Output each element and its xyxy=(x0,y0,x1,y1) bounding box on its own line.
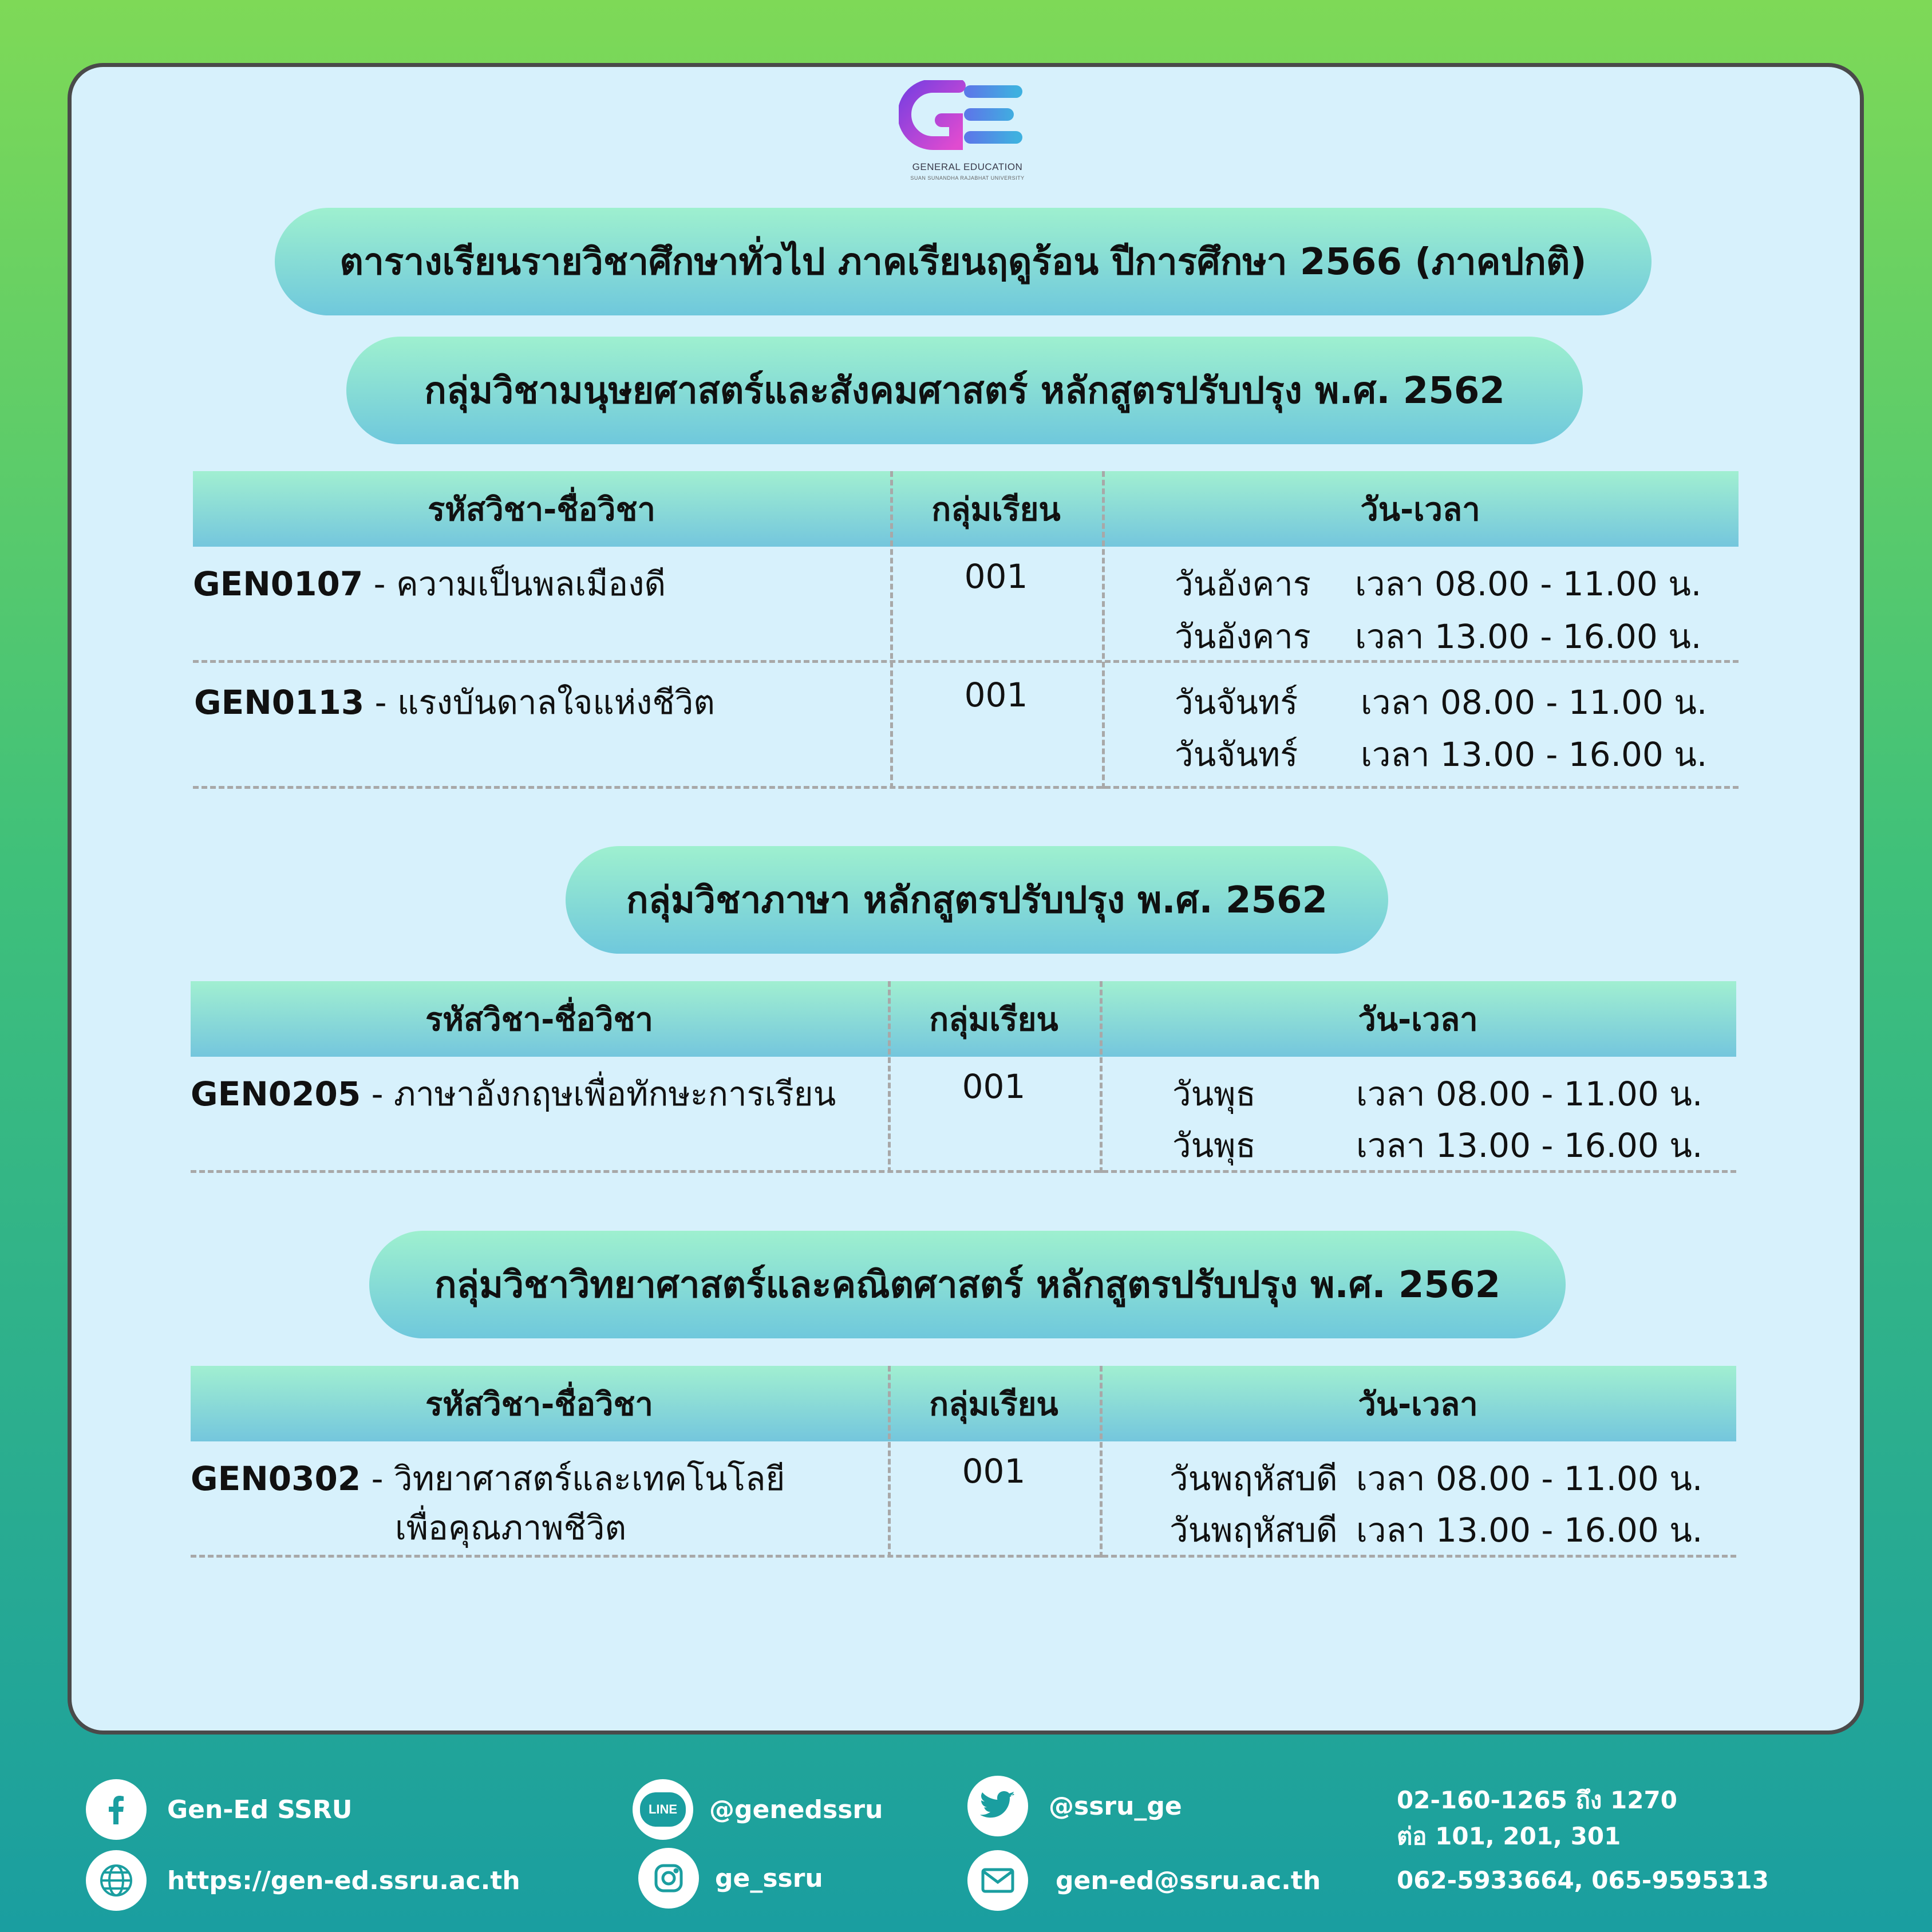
time-cell: เวลา 08.00 - 11.00 น. xyxy=(1356,1459,1703,1498)
footer-website[interactable] xyxy=(86,1850,520,1911)
course-name: - แรงบันดาลใจแห่งชีวิต xyxy=(374,683,715,722)
phone-line-2: ต่อ 101, 201, 301 xyxy=(1397,1822,1621,1850)
course-code: GEN0205 xyxy=(191,1074,361,1113)
group-title-banner xyxy=(566,846,1388,954)
footer-line[interactable] xyxy=(633,1779,883,1840)
course-cell xyxy=(193,557,666,610)
column-divider xyxy=(1100,1366,1103,1558)
day-cell: วันพุธ xyxy=(1172,1074,1256,1113)
instagram-label: ge_ssru xyxy=(715,1863,823,1893)
day-cell: วันพฤหัสบดี xyxy=(1170,1511,1338,1550)
footer-facebook[interactable] xyxy=(86,1779,352,1840)
logo-text-general-education: GENERAL EDUCATION xyxy=(912,161,1023,172)
schedule-table xyxy=(191,981,1736,1173)
instagram-icon xyxy=(638,1848,699,1909)
line-icon xyxy=(633,1779,693,1840)
row-divider xyxy=(193,786,1739,789)
twitter-icon xyxy=(967,1776,1028,1836)
logo-text-university: SUAN SUNANDHA RAJABHAT UNIVERSITY xyxy=(910,175,1025,181)
time-cell: เวลา 08.00 - 11.00 น. xyxy=(1361,683,1708,722)
group-title: กลุ่มวิชามนุษยศาสตร์และสังคมศาสตร์ หลักสูตรปรับปรุง พ.ศ. 2562 xyxy=(424,370,1505,412)
course-name: - ภาษาอังกฤษเพื่อทักษะการเรียน xyxy=(371,1074,836,1113)
email-label: gen-ed@ssru.ac.th xyxy=(1056,1866,1321,1895)
column-divider xyxy=(890,471,893,789)
main-title-banner xyxy=(275,208,1652,315)
day-cell: วันพฤหัสบดี xyxy=(1170,1459,1338,1498)
group-title-banner xyxy=(369,1231,1566,1338)
mail-icon xyxy=(967,1850,1028,1911)
schedule-table xyxy=(193,471,1739,789)
group-title: กลุ่มวิชาภาษา หลักสูตรปรับปรุง พ.ศ. 2562 xyxy=(626,879,1328,922)
day-cell: วันพุธ xyxy=(1172,1126,1256,1165)
column-divider xyxy=(1102,471,1105,789)
course-name: - วิทยาศาสตร์และเทคโนโลยี xyxy=(371,1459,785,1498)
facebook-label: Gen-Ed SSRU xyxy=(167,1795,353,1824)
course-name: - ความเป็นพลเมืองดี xyxy=(373,564,666,603)
globe-icon xyxy=(86,1850,147,1911)
main-title: ตารางเรียนรายวิชาศึกษาทั่วไป ภาคเรียนฤดูร้อน ปีการศึกษา 2566 (ภาคปกติ) xyxy=(339,241,1587,283)
time-cell: เวลา 13.00 - 16.00 น. xyxy=(1356,1511,1703,1550)
day-cell: วันอังคาร xyxy=(1175,617,1311,656)
section-cell: 001 xyxy=(962,1452,1026,1491)
header-course: รหัสวิชา-ชื่อวิชา xyxy=(428,491,655,528)
time-cell: เวลา 08.00 - 11.00 น. xyxy=(1356,1074,1703,1113)
time-cell: เวลา 13.00 - 16.00 น. xyxy=(1356,1126,1703,1165)
course-name-line2: เพื่อคุณภาพชีวิต xyxy=(395,1508,627,1547)
time-cell: เวลา 13.00 - 16.00 น. xyxy=(1361,735,1708,774)
course-cell xyxy=(191,1452,785,1505)
header-course: รหัสวิชา-ชื่อวิชา xyxy=(425,1385,653,1423)
header-datetime: วัน-เวลา xyxy=(1358,1385,1478,1423)
header-section: กลุ่มเรียน xyxy=(929,1001,1058,1038)
group-title-banner xyxy=(346,337,1583,444)
course-code: GEN0302 xyxy=(191,1459,361,1498)
ge-logo xyxy=(899,80,1036,189)
section-cell: 001 xyxy=(964,675,1028,714)
day-cell: วันอังคาร xyxy=(1175,564,1311,603)
ge-logo-mark xyxy=(899,80,1036,160)
website-label: https://gen-ed.ssru.ac.th xyxy=(167,1866,520,1895)
phone-line-1: 02-160-1265 ถึง 1270 xyxy=(1397,1786,1677,1814)
course-code: GEN0113 xyxy=(194,683,365,722)
course-code: GEN0107 xyxy=(193,564,364,603)
line-label: @genedssru xyxy=(709,1795,883,1824)
twitter-label: @ssru_ge xyxy=(1049,1791,1182,1821)
header-datetime: วัน-เวลา xyxy=(1360,491,1480,528)
header-section: กลุ่มเรียน xyxy=(931,491,1061,528)
section-cell: 001 xyxy=(962,1067,1026,1106)
line-icon-text: LINE xyxy=(640,1792,686,1827)
footer-email[interactable] xyxy=(967,1850,1321,1911)
header-section: กลุ่มเรียน xyxy=(929,1385,1058,1423)
schedule-table xyxy=(191,1366,1736,1558)
header-course: รหัสวิชา-ชื่อวิชา xyxy=(425,1001,653,1038)
time-cell: เวลา 08.00 - 11.00 น. xyxy=(1355,564,1702,603)
column-divider xyxy=(1100,981,1103,1173)
group-title: กลุ่มวิชาวิทยาศาสตร์และคณิตศาสตร์ หลักสูตรปรับปรุง พ.ศ. 2562 xyxy=(434,1264,1501,1306)
header-datetime: วัน-เวลา xyxy=(1358,1001,1478,1038)
section-cell: 001 xyxy=(964,557,1028,596)
footer-instagram[interactable] xyxy=(638,1848,823,1909)
course-cell xyxy=(191,1067,836,1120)
footer-twitter[interactable] xyxy=(967,1776,1182,1836)
day-cell: วันจันทร์ xyxy=(1175,683,1298,722)
facebook-icon xyxy=(86,1779,147,1840)
phone-line-3: 062-5933664, 065-9595313 xyxy=(1397,1866,1769,1894)
time-cell: เวลา 13.00 - 16.00 น. xyxy=(1355,617,1702,656)
course-cell xyxy=(194,675,715,729)
day-cell: วันจันทร์ xyxy=(1175,735,1298,774)
